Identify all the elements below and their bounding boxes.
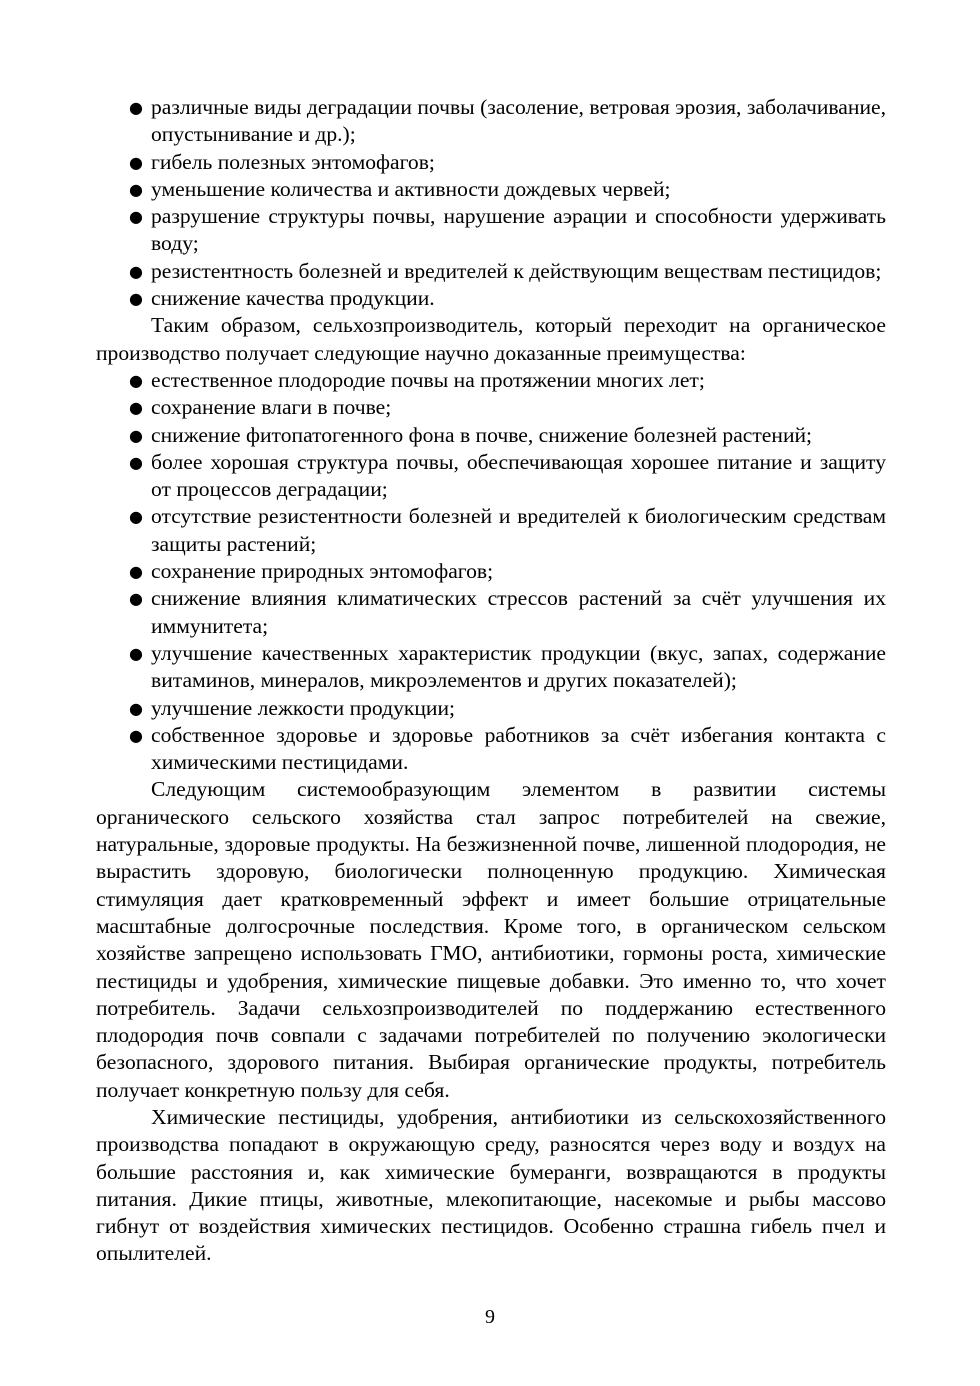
bullet-icon: ● [129, 98, 143, 117]
paragraph-advantages-intro: Таким образом, сельхозпроизводитель, который переходит на органическое производство получает следующие научно доказанные преимущества: [96, 313, 886, 365]
list-item [96, 585, 886, 640]
bullet-icon: ● [129, 179, 143, 199]
list-item [96, 722, 886, 777]
list-item-text: естественное плодородие почвы на протяжении многих лет; [151, 367, 705, 392]
list-item-text: улучшение качественных характеристик продукции (вкус, запах, содержание витаминов, минералов, микроэлементов и других показателей); [151, 640, 886, 693]
list-item-text: гибель полезных энтомофагов; [151, 149, 435, 174]
bullet-icon: ● [129, 452, 143, 472]
list-item-text: собственное здоровье и здоровье работников за счёт избегания контакта с химическими пестицидами. [151, 722, 886, 775]
bullet-icon: ● [129, 261, 143, 281]
list-item [96, 258, 886, 285]
list-item [96, 422, 886, 449]
bullet-icon: ● [129, 698, 143, 718]
bullet-icon: ● [129, 425, 143, 445]
list-item-text: снижение влияния климатических стрессов растений за счёт улучшения их иммунитета; [151, 586, 886, 638]
list-item [96, 640, 886, 695]
list-item [96, 285, 886, 312]
bullet-icon: ● [129, 398, 143, 418]
paragraph-chemical-impact: Химические пестициды, удобрения, антибиотики из сельскохозяйственного производства попадают в окружающую среду, разносятся через воду и воздух на большие расстояния и, как химические бумеранги, возвращаются в продукты питания. Дикие птицы, животные, млекопитающие, насекомые и рыбы массово гибнут от воздействия химических пестицидов. Особенно страшна гибель пчел и опылителей. [96, 1104, 886, 1266]
bullet-icon: ● [129, 562, 143, 582]
list-item-text: различные виды деградации почвы (засоление, ветровая эрозия, заболачивание, опустынивание и др.); [151, 95, 886, 147]
page-body [96, 94, 886, 1268]
list-item-text: снижение фитопатогенного фона в почве, снижение болезней растений; [151, 422, 813, 447]
bullet-icon: ● [129, 589, 143, 609]
page-number: 9 [485, 1306, 495, 1328]
list-item-text: сохранение природных энтомофагов; [151, 559, 494, 584]
list-item [96, 367, 886, 394]
list-item [96, 149, 886, 176]
advantages-list [96, 367, 886, 776]
list-item [96, 94, 886, 149]
list-item [96, 503, 886, 558]
bullet-icon: ● [129, 370, 143, 390]
list-item [96, 558, 886, 585]
list-item-text: уменьшение количества и активности дождевых червей; [151, 176, 671, 201]
list-item-text: отсутствие резистентности болезней и вредителей к биологическим средствам защиты растений; [151, 504, 886, 556]
list-item-text: улучшение лежкости продукции; [151, 695, 456, 720]
list-item-text: разрушение структуры почвы, нарушение аэрации и способности удерживать воду; [151, 204, 886, 256]
negative-effects-list [96, 94, 886, 312]
paragraph-consumer-demand: Следующим системообразующим элементом в развитии системы органического сельского хозяйства стал запрос потребителей на свежие, натуральные, здоровые продукты. На безжизненной почве, лишенной плодородия, не вырастить здоровую, биологически полноценную продукцию. Химическая стимуляция дает кратковременный эффект и имеет большие отрицательные масштабные долгосрочные последствия. Кроме того, в органическом сельском хозяйстве запрещено использовать ГМО, антибиотики, гормоны роста, химические пестициды и удобрения, химические пищевые добавки. Это именно то, что хочет потребитель. Задачи сельхозпроизводителей по поддержанию естественного плодородия почв совпали с задачами потребителей по получению экологически безопасного, здорового питания. Выбирая органические продукты, потребитель получает конкретную пользу для себя. [96, 777, 886, 1102]
list-item [96, 203, 886, 258]
list-item [96, 449, 886, 504]
bullet-icon: ● [129, 207, 143, 227]
list-item [96, 394, 886, 421]
bullet-icon: ● [129, 289, 143, 309]
bullet-icon: ● [129, 152, 143, 172]
list-item [96, 176, 886, 203]
bullet-icon: ● [129, 507, 143, 527]
list-item-text: более хорошая структура почвы, обеспечивающая хорошее питание и защиту от процессов деградации; [151, 449, 886, 502]
list-item-text: снижение качества продукции. [151, 286, 435, 311]
list-item-text: сохранение влаги в почве; [151, 395, 392, 420]
bullet-icon: ● [129, 725, 143, 745]
bullet-icon: ● [129, 643, 143, 663]
list-item [96, 695, 886, 722]
list-item-text: резистентность болезней и вредителей к действующим веществам пестицидов; [151, 258, 882, 283]
